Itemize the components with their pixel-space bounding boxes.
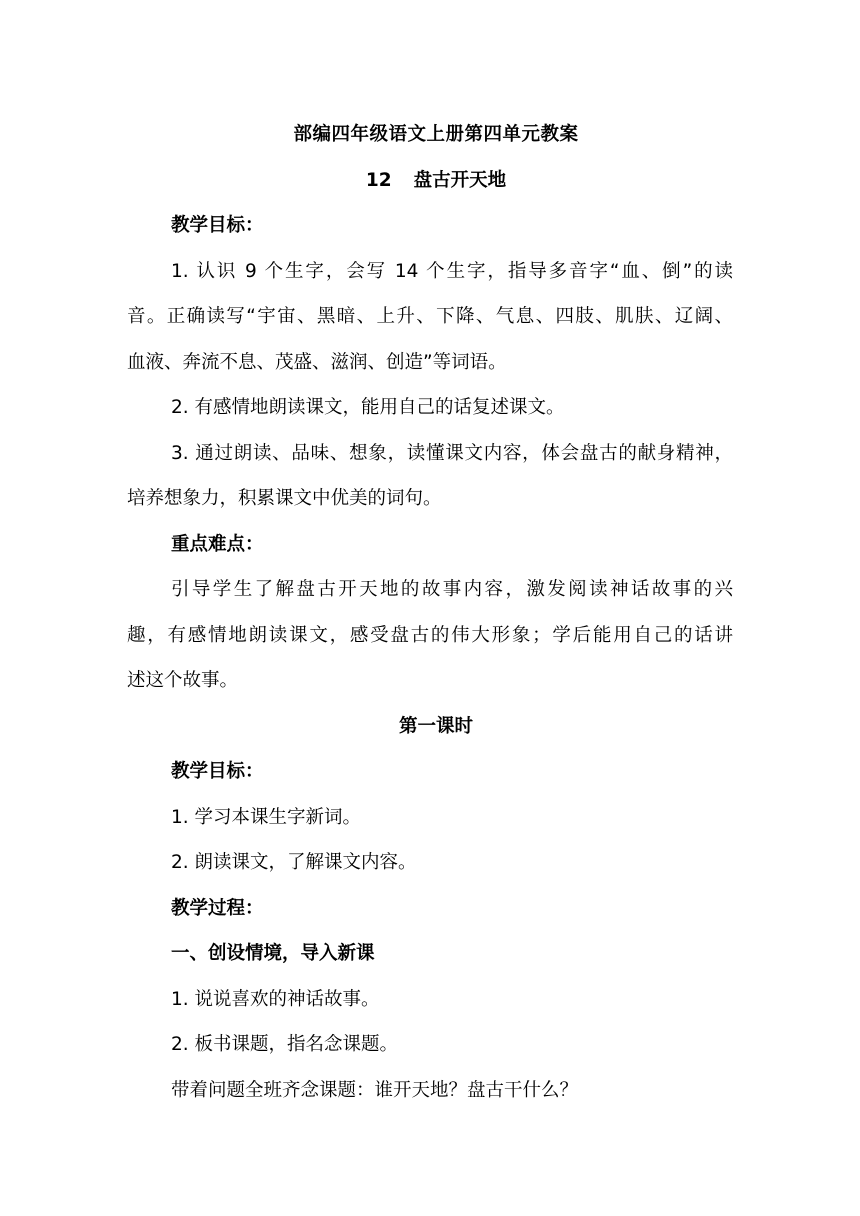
key-points-line-1: 引导学生了解盘古开天地的故事内容，激发阅读神话故事的兴 (171, 579, 733, 600)
goal-2: 2. 有感情地朗读课文，能用自己的话复述课文。 (171, 397, 565, 418)
section-1-heading: 一、创设情境，导入新课 (171, 943, 375, 964)
period-heading: 第一课时 (398, 715, 473, 737)
process-heading: 教学过程： (171, 897, 264, 919)
lesson-number: 12 (365, 169, 392, 191)
key-points-line-3: 述这个故事。 (127, 670, 239, 691)
key-points-line-2: 趣，有感情地朗读课文，感受盘古的伟大形象；学后能用自己的话讲 (127, 624, 733, 646)
lesson-heading (127, 158, 733, 204)
period-goals-heading: 教学目标： (171, 761, 264, 782)
question-line: 带着问题全班齐念课题：谁开天地？盘古干什么？ (171, 1079, 579, 1101)
key-points-heading: 重点难点： (171, 533, 264, 555)
goal-1-line-2: 音。正确读写“宇宙、黑暗、上升、下降、气息、四肢、肌肤、辽阔、 (127, 306, 733, 327)
goals-heading: 教学目标： (171, 215, 264, 236)
period-goal-1: 1. 学习本课生字新词。 (171, 806, 362, 828)
goal-3-line-1: 3. 通过朗读、品味、想象，读懂课文内容，体会盘古的献身精神， (171, 442, 733, 464)
goal-1-line-3: 血液、奔流不息、茂盛、滋润、创造”等词语。 (127, 351, 507, 373)
document-body (127, 112, 733, 1113)
goal-1-line-1: 1. 认识 9 个生字，会写 14 个生字，指导多音字“血、倒”的读 (171, 260, 733, 282)
goal-3-line-2: 培养想象力，积累课文中优美的词句。 (127, 488, 442, 509)
step-2: 2. 板书课题，指名念课题。 (171, 1034, 399, 1055)
step-1: 1. 说说喜欢的神话故事。 (171, 988, 380, 1010)
period-goal-2: 2. 朗读课文，了解课文内容。 (171, 852, 417, 873)
document-title: 部编四年级语文上册第四单元教案 (293, 124, 579, 145)
lesson-title: 盘古开天地 (413, 169, 507, 191)
